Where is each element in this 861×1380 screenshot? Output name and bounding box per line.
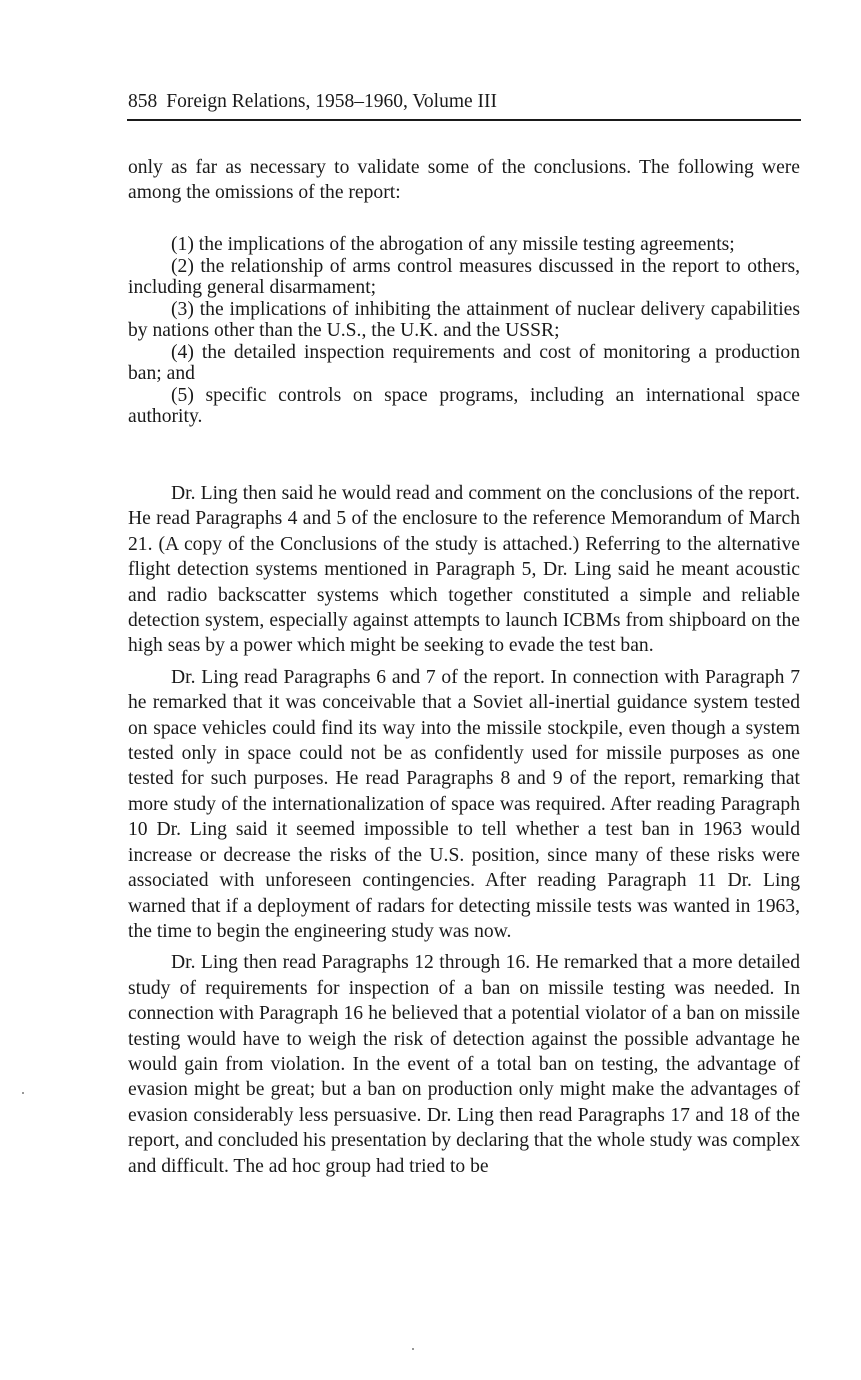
omissions-list xyxy=(128,234,800,428)
paragraph-paragraphs-12-18: Dr. Ling then read Paragraphs 12 through 16. He remarked that a more detailed study of requirements for inspection of a ban on missile testing was needed. In connection with Paragraph 16 he believed that a potential violator of a ban on missile testing would have to weigh the risk of detection against the possible advantage he would gain from violation. In the event of a total ban on testing, the advantage of evasion might be great; but a ban on production only might make the advantages of evasion considerably less persuasive. Dr. Ling then read Paragraphs 17 and 18 of the report, and concluded his presentation by declaring that the whole study was complex and difficult. The ad hoc group had tried to be xyxy=(128,952,800,1177)
page-number: 858 xyxy=(128,91,158,112)
omission-item-5: (5) specific controls on space programs, including an international space authority. xyxy=(128,384,800,427)
volume-title: Foreign Relations, 1958–1960, Volume III xyxy=(166,91,498,112)
omission-item-2: (2) the relationship of arms control measures discussed in the report to others, including general disarmament; xyxy=(128,255,800,298)
scan-speck xyxy=(22,1092,24,1094)
omission-item-1: (1) the implications of the abrogation of any missile testing agreements; xyxy=(171,234,735,255)
omission-item-4: (4) the detailed inspection requirements and cost of monitoring a production ban; and xyxy=(128,341,800,384)
body-paragraphs xyxy=(128,481,800,1185)
paragraph-conclusions: Dr. Ling then said he would read and comment on the conclusions of the report. He read Paragraphs 4 and 5 of the enclosure to the reference Memorandum of March 21. (A copy of the Conclusions of the study is attached.) Referring to the alternative flight detection systems mentioned in Paragraph 5, Dr. Ling said he meant acoustic and radio backscatter systems which together constituted a simple and reliable detection system, especially against attempts to launch ICBMs from shipboard on the high seas by a power which might be seeking to evade the test ban. xyxy=(128,483,800,657)
header-rule xyxy=(127,119,801,121)
omission-item-3: (3) the implications of inhibiting the attainment of nuclear delivery capabilities by nations other than the U.S., the U.K. and the USSR; xyxy=(128,298,800,341)
intro-text: only as far as necessary to validate some of the conclusions. The following were among the omissions of the report: xyxy=(128,157,800,204)
paragraph-paragraphs-6-11: Dr. Ling read Paragraphs 6 and 7 of the report. In connection with Paragraph 7 he remarked that it was conceivable that a Soviet all-inertial guidance system tested on space vehicles could find its way into the missile stockpile, even though a system tested only in space could not be as confidently used for missile purposes as one tested for such purposes. He read Paragraphs 8 and 9 of the report, remarking that more study of the internationalization of space was required. After reading Paragraph 10 Dr. Ling said it seemed impossible to tell whether a test ban in 1963 would increase or decrease the risks of the U.S. position, since many of these risks were associated with unforeseen contingencies. After reading Paragraph 11 Dr. Ling warned that if a deployment of radars for detecting missile tests was wanted in 1963, the time to begin the engineering study was now. xyxy=(128,666,800,942)
running-head xyxy=(128,90,800,114)
intro-paragraph xyxy=(128,155,800,206)
scan-speck xyxy=(412,1348,414,1350)
